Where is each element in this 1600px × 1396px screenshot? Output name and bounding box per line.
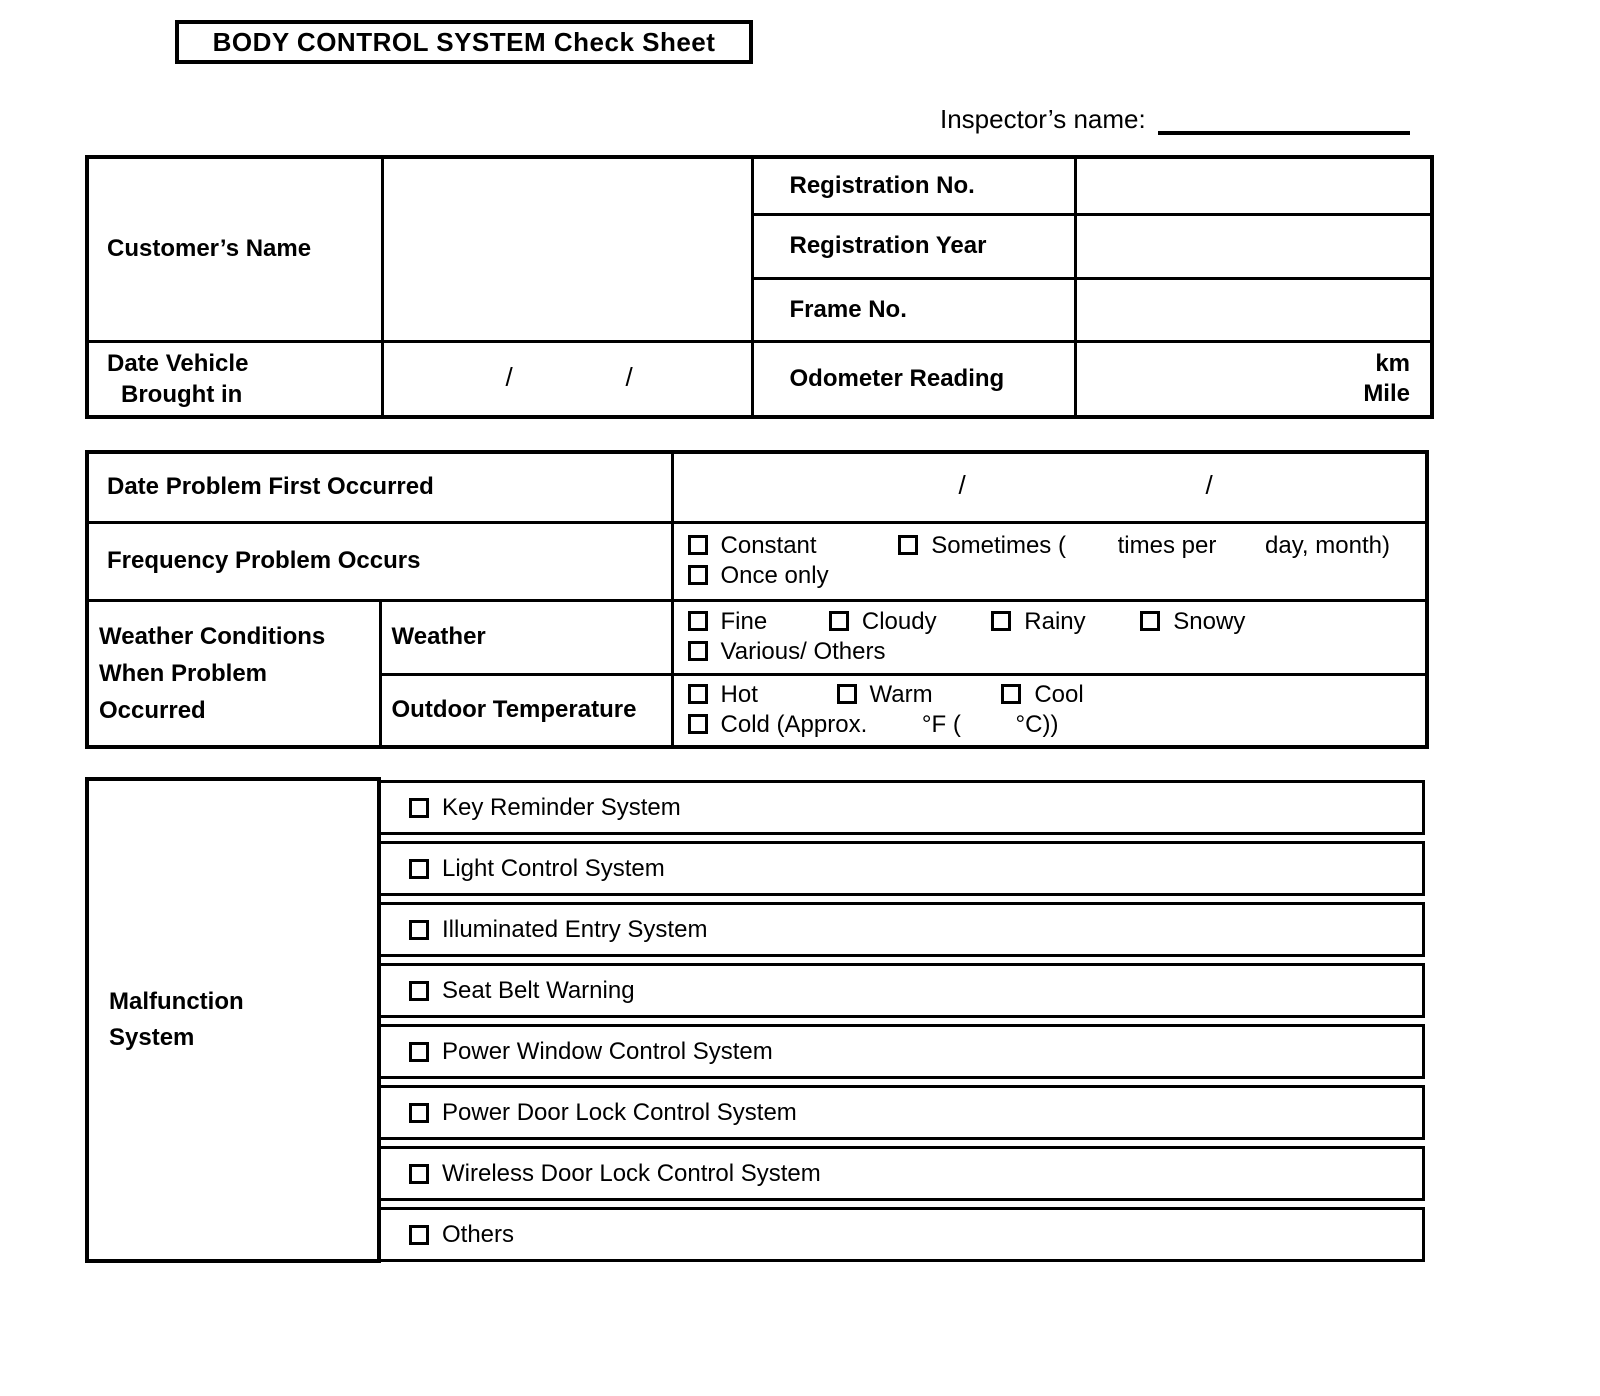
- option-power-window-control-system[interactable]: [378, 1024, 1425, 1079]
- option-cloudy[interactable]: Cloudy: [829, 607, 937, 637]
- frame-no-label: Frame No.: [752, 278, 1075, 341]
- odometer-unit-km: km: [1375, 349, 1410, 377]
- checkbox-icon[interactable]: [688, 611, 708, 631]
- registration-year-label: Registration Year: [752, 214, 1075, 278]
- option-various-others[interactable]: Various/ Others: [688, 637, 886, 667]
- option-seat-belt-warning[interactable]: [378, 963, 1425, 1018]
- frequency-label: Frequency Problem Occurs: [87, 522, 672, 600]
- malfunction-item-label: Key Reminder System: [442, 793, 681, 821]
- registration-no-field[interactable]: [1075, 157, 1432, 214]
- date-slash: /: [1205, 470, 1213, 501]
- malfunction-items: [378, 780, 1425, 1262]
- customer-name-label: Customer’s Name: [87, 157, 382, 341]
- cold-degrees-c-text: °C)): [1015, 711, 1059, 739]
- option-wireless-door-lock-control-system[interactable]: [378, 1146, 1425, 1201]
- option-sometimes[interactable]: Sometimes (: [898, 531, 1066, 561]
- checkbox-icon[interactable]: [688, 535, 708, 555]
- checkbox-icon[interactable]: [409, 859, 429, 879]
- option-cold[interactable]: Cold (Approx.: [688, 710, 868, 740]
- checkbox-icon[interactable]: [829, 611, 849, 631]
- date-slash: /: [625, 361, 633, 392]
- frame-no-field[interactable]: [1075, 278, 1432, 341]
- date-slash: /: [958, 470, 966, 501]
- checkbox-icon[interactable]: [409, 920, 429, 940]
- option-others[interactable]: [378, 1207, 1425, 1262]
- registration-year-field[interactable]: [1075, 214, 1432, 278]
- frequency-options: [672, 522, 1427, 600]
- option-light-control-system[interactable]: [378, 841, 1425, 896]
- option-once-only[interactable]: Once only: [688, 561, 829, 591]
- temperature-options: [672, 674, 1427, 747]
- checkbox-icon[interactable]: [409, 1164, 429, 1184]
- checkbox-icon[interactable]: [688, 641, 708, 661]
- customer-name-field[interactable]: [382, 157, 752, 341]
- malfunction-item-label: Seat Belt Warning: [442, 976, 635, 1004]
- odometer-field[interactable]: [1075, 341, 1432, 417]
- cold-degrees-f-text: °F (: [921, 711, 961, 739]
- option-illuminated-entry-system[interactable]: [378, 902, 1425, 957]
- sometimes-times-per-text: times per: [1117, 532, 1217, 559]
- option-power-door-lock-control-system[interactable]: [378, 1085, 1425, 1140]
- form-title: BODY CONTROL SYSTEM Check Sheet: [175, 20, 753, 64]
- registration-no-label: Registration No.: [752, 157, 1075, 214]
- problem-info-table: [85, 450, 1429, 749]
- checkbox-icon[interactable]: [898, 535, 918, 555]
- checkbox-icon[interactable]: [1140, 611, 1160, 631]
- weather-options: [672, 600, 1427, 674]
- date-slash: /: [505, 361, 513, 392]
- malfunction-item-label: Power Door Lock Control System: [442, 1098, 797, 1126]
- checkbox-icon[interactable]: [409, 981, 429, 1001]
- date-problem-label: Date Problem First Occurred: [87, 452, 672, 522]
- option-snowy[interactable]: Snowy: [1140, 607, 1245, 637]
- checkbox-icon[interactable]: [688, 565, 708, 585]
- date-vehicle-label: Date Vehicle Brought in: [87, 341, 382, 417]
- checkbox-icon[interactable]: [409, 1042, 429, 1062]
- checkbox-icon[interactable]: [688, 714, 708, 734]
- malfunction-system-label: Malfunction System: [85, 777, 381, 1263]
- weather-label: Weather: [380, 600, 672, 674]
- inspector-name-row: [940, 104, 1410, 135]
- inspector-name-field[interactable]: [1158, 107, 1410, 135]
- checkbox-icon[interactable]: [409, 1225, 429, 1245]
- weather-conditions-label: Weather Conditions When Problem Occurred: [87, 600, 380, 747]
- checkbox-icon[interactable]: [409, 1103, 429, 1123]
- malfunction-item-label: Others: [442, 1220, 515, 1248]
- vehicle-info-table: [85, 155, 1434, 419]
- malfunction-item-label: Wireless Door Lock Control System: [442, 1159, 821, 1187]
- option-hot[interactable]: Hot: [688, 680, 758, 710]
- checkbox-icon[interactable]: [688, 684, 708, 704]
- option-constant[interactable]: Constant: [688, 531, 817, 561]
- malfunction-item-label: Illuminated Entry System: [442, 915, 708, 943]
- option-rainy[interactable]: Rainy: [991, 607, 1085, 637]
- checkbox-icon[interactable]: [991, 611, 1011, 631]
- date-vehicle-field[interactable]: [382, 341, 752, 417]
- inspector-name-label: Inspector’s name:: [940, 104, 1146, 134]
- checkbox-icon[interactable]: [837, 684, 857, 704]
- outdoor-temperature-label: Outdoor Temperature: [380, 674, 672, 747]
- option-fine[interactable]: Fine: [688, 607, 768, 637]
- sometimes-day-month-text: day, month): [1265, 532, 1390, 559]
- odometer-unit-mile: Mile: [1363, 379, 1410, 407]
- malfunction-item-label: Light Control System: [442, 854, 665, 882]
- option-warm[interactable]: Warm: [837, 680, 933, 710]
- option-cool[interactable]: Cool: [1001, 680, 1083, 710]
- checkbox-icon[interactable]: [1001, 684, 1021, 704]
- option-key-reminder-system[interactable]: [378, 780, 1425, 835]
- malfunction-table: [85, 777, 1425, 1263]
- checkbox-icon[interactable]: [409, 798, 429, 818]
- date-problem-field[interactable]: [672, 452, 1427, 522]
- malfunction-item-label: Power Window Control System: [442, 1037, 773, 1065]
- odometer-label: Odometer Reading: [752, 341, 1075, 417]
